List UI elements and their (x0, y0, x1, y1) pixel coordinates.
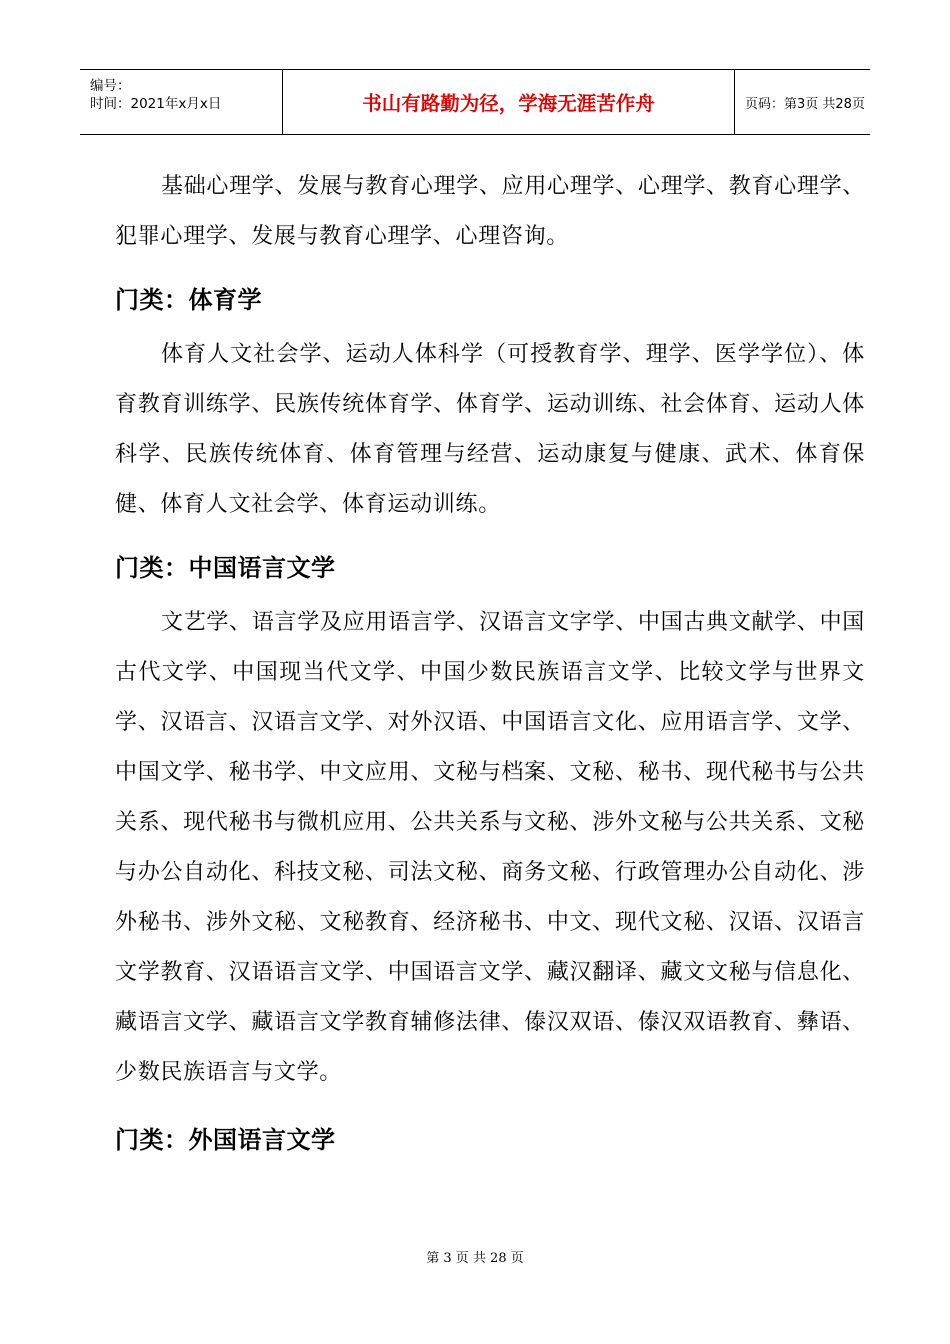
motto-text: 书山有路勤为径，学海无涯苦作舟 (362, 92, 655, 115)
psychology-paragraph: 基础心理学、发展与教育心理学、应用心理学、心理学、教育心理学、犯罪心理学、发展与教育心理学、心理咨询。 (115, 174, 865, 249)
section-heading-sports: 门类：体育学 (115, 286, 262, 314)
header-page-cell (735, 70, 870, 134)
section-heading-chinese: 门类：中国语言文学 (115, 554, 336, 582)
header-meta-cell (80, 70, 282, 134)
document-date: 时间：2021年x月x日 (90, 96, 222, 112)
section-heading-foreign: 门类：外国语言文学 (115, 1126, 336, 1154)
sports-paragraph: 体育人文社会学、运动人体科学（可授教育学、理学、医学学位）、体育教育训练学、民族传统体育学、体育学、运动训练、社会体育、运动人体科学、民族传统体育、体育管理与经营、运动康复与健康、武术、体育保健、体育人文社会学、体育运动训练。 (115, 342, 865, 517)
document-number-label: 编号： (90, 78, 131, 94)
header-motto-cell (282, 70, 735, 134)
page-footer: 第 3 页 共 28 页 (426, 1251, 524, 1266)
header-page-info: 页码：第3页 共28页 (745, 96, 865, 112)
chinese-paragraph: 文艺学、语言学及应用语言学、汉语言文字学、中国古典文献学、中国古代文学、中国现当代文学、中国少数民族语言文学、比较文学与世界文学、汉语言、汉语言文学、对外汉语、中国语言文化、应用语言学、文学、中国文学、秘书学、中文应用、文秘与档案、文秘、秘书、现代秘书与公共关系、现代秘书与微机应用、公共关系与文秘、涉外文秘与公共关系、文秘与办公自动化、科技文秘、司法文秘、商务文秘、行政管理办公自动化、涉外秘书、涉外文秘、文秘教育、经济秘书、中文、现代文秘、汉语、汉语言文学教育、汉语语言文学、中国语言文学、藏汉翻译、藏文文秘与信息化、藏语言文学、藏语言文学教育辅修法律、傣汉双语、傣汉双语教育、彝语、少数民族语言与文学。 (115, 610, 865, 1085)
page-header (80, 69, 870, 135)
document-body (115, 162, 865, 1170)
